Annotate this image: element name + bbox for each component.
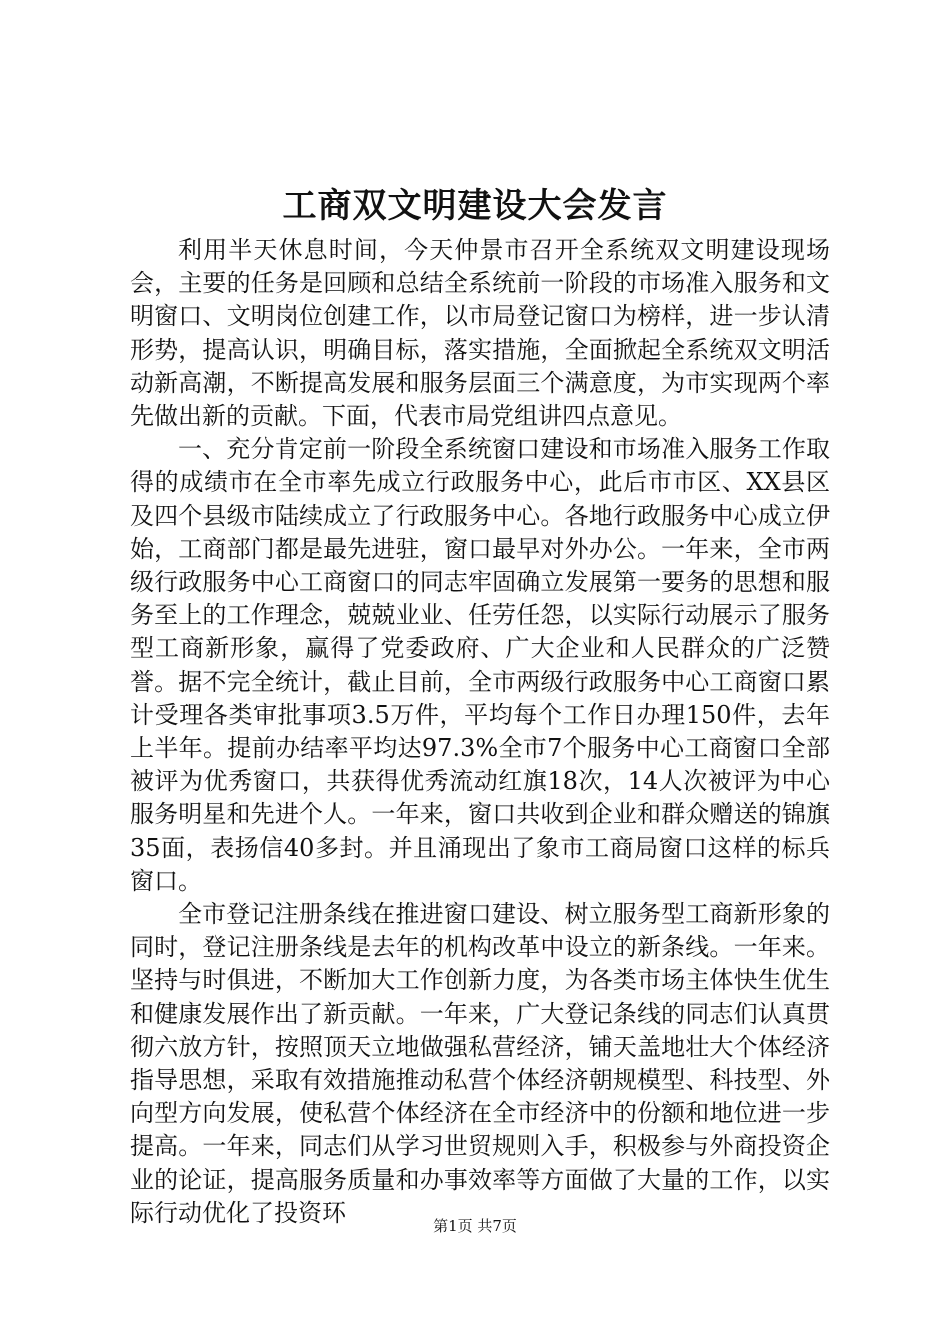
document-body <box>130 234 830 1230</box>
paragraph-registration: 全市登记注册条线在推进窗口建设、树立服务型工商新形象的同时，登记注册条线是去年的机构改革中设立的新条线。一年来。坚持与时俱进，不断加大工作创新力度，为各类市场主体快生优生和健康发展作出了新贡献。一年来，广大登记条线的同志们认真贯彻六放方针，按照顶天立地做强私营经济，铺天盖地壮大个体经济指导思想，采取有效措施推动私营个体经济朝规模型、科技型、外向型方向发展，使私营个体经济在全市经济中的份额和地位进一步提高。一年来，同志们从学习世贸规则入手，积极参与外商投资企业的论证，提高服务质量和办事效率等方面做了大量的工作，以实际行动优化了投资环 <box>130 900 830 1227</box>
paragraph-intro: 利用半天休息时间，今天仲景市召开全系统双文明建设现场会，主要的任务是回顾和总结全系统前一阶段的市场准入服务和文明窗口、文明岗位创建工作，以市局登记窗口为榜样，进一步认清形势，提高认识，明确目标，落实措施，全面掀起全系统双文明活动新高潮，不断提高发展和服务层面三个满意度，为市实现两个率先做出新的贡献。下面，代表市局党组讲四点意见。 <box>130 236 830 431</box>
document-title: 工商双文明建设大会发言 <box>282 186 668 226</box>
page-number-footer: 第1页 共7页 <box>433 1217 517 1235</box>
paragraph-section-one: 一、充分肯定前一阶段全系统窗口建设和市场准入服务工作取得的成绩市在全市率先成立行政服务中心，此后市市区、XX县区及四个县级市陆续成立了行政服务中心。各地行政服务中心成立伊始，工商部门都是最先进驻，窗口最早对外办公。一年来，全市两级行政服务中心工商窗口的同志牢固确立发展第一要务的思想和服务至上的工作理念，兢兢业业、任劳任怨，以实际行动展示了服务型工商新形象，赢得了党委政府、广大企业和人民群众的广泛赞誉。据不完全统计，截止目前，全市两级行政服务中心工商窗口累计受理各类审批事项3.5万件，平均每个工作日办理150件，去年上半年。提前办结率平均达97.3%全市7个服务中心工商窗口全部被评为优秀窗口，共获得优秀流动红旗18次，14人次被评为中心服务明星和先进个人。一年来，窗口共收到企业和群众赠送的锦旗35面，表扬信40多封。并且涌现出了象市工商局窗口这样的标兵窗口。 <box>130 435 830 895</box>
